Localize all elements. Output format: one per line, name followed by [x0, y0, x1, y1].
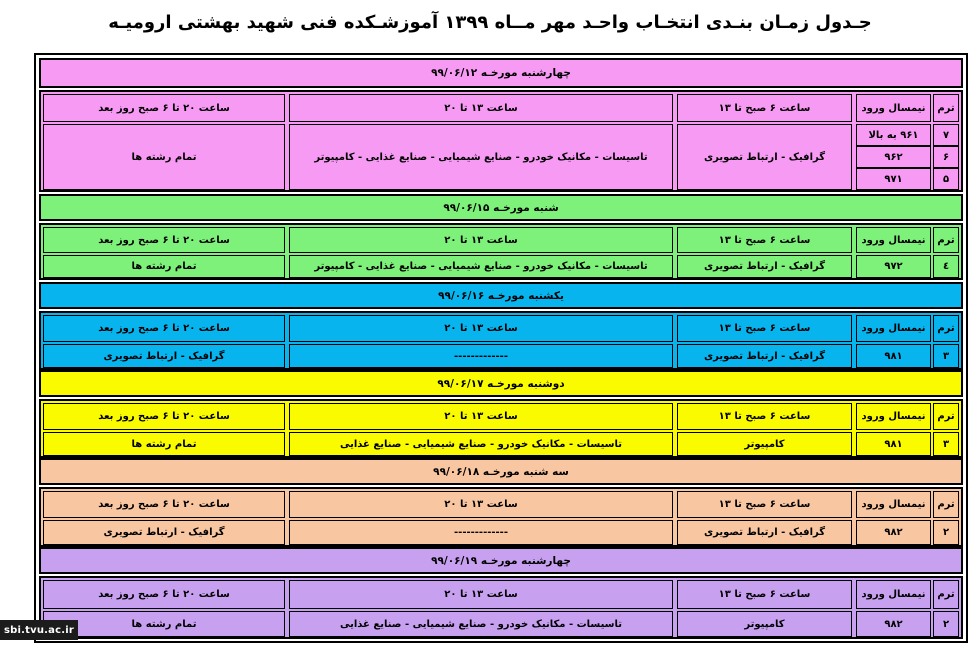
- shift-2-header: ساعت ۱۳ تا ۲۰: [289, 491, 673, 518]
- term-value: ۵: [933, 168, 959, 190]
- day-block: [39, 311, 963, 370]
- term-header: ترم: [933, 403, 959, 430]
- shift-3-value: تمام رشته ها: [43, 432, 285, 456]
- shift-3-header: ساعت ۲۰ تا ۶ صبح روز بعد: [43, 403, 285, 430]
- term-header: ترم: [933, 227, 959, 253]
- term-value: ۷: [933, 124, 959, 146]
- shift-2-header: ساعت ۱۳ تا ۲۰: [289, 315, 673, 342]
- shift-2-value: تاسیسات - مکانیک خودرو - صنایع شیمیایی - صنایع غذایی - کامپیوتر: [289, 124, 673, 190]
- shift-2-value: -------------: [289, 344, 673, 368]
- shift-1-value: گرافیک - ارتباط تصویری: [677, 344, 852, 368]
- term-header: ترم: [933, 491, 959, 518]
- shift-2-value: -------------: [289, 520, 673, 545]
- day-header: شنبه مورخـه ۹۹/۰۶/۱۵: [39, 194, 963, 221]
- entry-value: ۹۸۱: [856, 432, 931, 456]
- shift-3-header: ساعت ۲۰ تا ۶ صبح روز بعد: [43, 94, 285, 122]
- entry-header: نیمسال ورود: [856, 94, 931, 122]
- shift-2-value: تاسیسات - مکانیک خودرو - صنایع شیمیایی - صنایع غذایی: [289, 432, 673, 456]
- entry-header: نیمسال ورود: [856, 491, 931, 518]
- day-header: چهارشنبه مورخـه ۹۹/۰۶/۱۲: [39, 58, 963, 88]
- shift-1-value: گرافیک - ارتباط تصویری: [677, 520, 852, 545]
- shift-3-header: ساعت ۲۰ تا ۶ صبح روز بعد: [43, 580, 285, 609]
- term-value: ۳: [933, 432, 959, 456]
- shift-1-value: کامپیوتر: [677, 432, 852, 456]
- day-block: [39, 223, 963, 280]
- term-header: ترم: [933, 580, 959, 609]
- term-value: ۲: [933, 520, 959, 545]
- shift-3-value: گرافیک - ارتباط تصویری: [43, 520, 285, 545]
- entry-value: ۹۸۲: [856, 520, 931, 545]
- term-value: ۶: [933, 146, 959, 168]
- shift-1-header: ساعت ۶ صبح تا ۱۳: [677, 94, 852, 122]
- entry-value: ۹۷۱: [856, 168, 931, 190]
- day-header: چهارشنبه مورخـه ۹۹/۰۶/۱۹: [39, 547, 963, 574]
- term-header: ترم: [933, 315, 959, 342]
- schedule-table: [34, 53, 968, 643]
- day-block: [39, 487, 963, 547]
- shift-3-header: ساعت ۲۰ تا ۶ صبح روز بعد: [43, 491, 285, 518]
- day-header: سه شنبه مورخـه ۹۹/۰۶/۱۸: [39, 458, 963, 485]
- shift-2-value: تاسیسات - مکانیک خودرو - صنایع شیمیایی - صنایع غذایی: [289, 611, 673, 637]
- page-title: جـدول زمـان بنـدی انتخـاب واحـد مهر مــاه ۱۳۹۹ آموزشـکده فنی شهید بهشتی ارومیـه: [108, 12, 872, 33]
- shift-3-value: تمام رشته ها: [43, 124, 285, 190]
- shift-3-value: تمام رشته ها: [43, 611, 285, 637]
- entry-value: ۹۸۱: [856, 344, 931, 368]
- shift-3-value: تمام رشته ها: [43, 255, 285, 278]
- shift-2-header: ساعت ۱۳ تا ۲۰: [289, 94, 673, 122]
- shift-1-value: گرافیک - ارتباط تصویری: [677, 255, 852, 278]
- day-block: [39, 399, 963, 458]
- shift-2-value: تاسیسات - مکانیک خودرو - صنایع شیمیایی - صنایع غذایی - کامپیوتر: [289, 255, 673, 278]
- entry-header: نیمسال ورود: [856, 315, 931, 342]
- shift-3-header: ساعت ۲۰ تا ۶ صبح روز بعد: [43, 227, 285, 253]
- shift-2-header: ساعت ۱۳ تا ۲۰: [289, 403, 673, 430]
- shift-3-value: گرافیک - ارتباط تصویری: [43, 344, 285, 368]
- entry-header: نیمسال ورود: [856, 227, 931, 253]
- entry-value: ۹۶۱ به بالا: [856, 124, 931, 146]
- term-value: ۳: [933, 344, 959, 368]
- term-value: ٤: [933, 255, 959, 278]
- day-header: دوشنبه مورخـه ۹۹/۰۶/۱۷: [39, 370, 963, 397]
- entry-value: ۹۸۲: [856, 611, 931, 637]
- shift-1-header: ساعت ۶ صبح تا ۱۳: [677, 491, 852, 518]
- day-block: [39, 90, 963, 192]
- day-header: یکشنبه مورخـه ۹۹/۰۶/۱۶: [39, 282, 963, 309]
- shift-2-header: ساعت ۱۳ تا ۲۰: [289, 580, 673, 609]
- shift-1-header: ساعت ۶ صبح تا ۱۳: [677, 403, 852, 430]
- shift-3-header: ساعت ۲۰ تا ۶ صبح روز بعد: [43, 315, 285, 342]
- shift-1-header: ساعت ۶ صبح تا ۱۳: [677, 315, 852, 342]
- day-block: [39, 576, 963, 639]
- shift-2-header: ساعت ۱۳ تا ۲۰: [289, 227, 673, 253]
- term-value: ۲: [933, 611, 959, 637]
- shift-1-header: ساعت ۶ صبح تا ۱۳: [677, 580, 852, 609]
- shift-1-value: کامپیوتر: [677, 611, 852, 637]
- entry-value: ۹۷۲: [856, 255, 931, 278]
- entry-header: نیمسال ورود: [856, 580, 931, 609]
- entry-value: ۹۶۲: [856, 146, 931, 168]
- term-header: ترم: [933, 94, 959, 122]
- shift-1-header: ساعت ۶ صبح تا ۱۳: [677, 227, 852, 253]
- site-logo: sbi.tvu.ac.ir: [0, 620, 78, 640]
- entry-header: نیمسال ورود: [856, 403, 931, 430]
- shift-1-value: گرافیک - ارتباط تصویری: [677, 124, 852, 190]
